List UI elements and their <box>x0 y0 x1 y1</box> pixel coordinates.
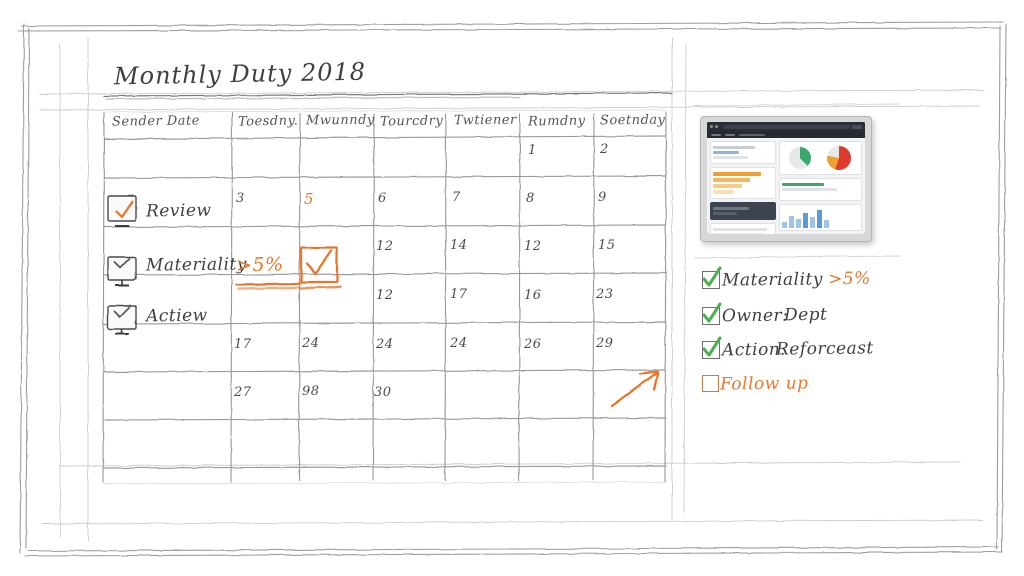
calendar-day-cell[interactable]: 3 <box>236 191 245 206</box>
kpi-card <box>710 141 776 164</box>
browser-titlebar <box>707 122 865 131</box>
page-title: Monthly Duty 2018 <box>113 57 367 91</box>
checklist-label-action: Action: <box>721 339 787 361</box>
calendar-day-cell[interactable]: 8 <box>526 191 535 206</box>
donut-charts <box>779 141 862 175</box>
calendar-corner-header: Sender Date <box>111 113 201 130</box>
checklist-value-materiality: >5% <box>827 268 871 290</box>
browser-menubar <box>707 131 865 138</box>
calendar-day-cell-highlight[interactable]: 5 <box>304 190 315 208</box>
browser-dot-icon <box>715 125 718 128</box>
calendar-day-cell[interactable]: 12 <box>376 288 394 303</box>
row-label-action: Actiew <box>145 305 208 327</box>
check-icon <box>700 302 724 326</box>
calendar-day-cell[interactable]: 17 <box>450 287 468 302</box>
calendar-day-cell[interactable]: 14 <box>450 238 468 253</box>
annotation-threshold: >5% <box>235 253 284 277</box>
donut-chart-red <box>827 146 851 170</box>
legend-panel <box>779 178 862 201</box>
calendar-day-cell[interactable]: 17 <box>234 337 252 352</box>
checklist-checkbox-unchecked[interactable] <box>702 375 719 392</box>
browser-address-bar[interactable] <box>723 125 850 129</box>
dashboard-right-column <box>779 141 862 231</box>
calendar-day-header: Mwunndy <box>305 112 375 129</box>
check-icon <box>700 336 724 360</box>
donut-chart-green <box>789 147 811 169</box>
calendar-day-cell[interactable]: 30 <box>374 385 392 400</box>
dashboard-body <box>707 138 865 234</box>
row-label-review: Review <box>145 200 212 222</box>
check-icon <box>700 266 724 290</box>
bar-chart <box>710 167 776 199</box>
calendar-day-cell[interactable]: 24 <box>450 336 468 351</box>
calendar-day-header: Soetnday <box>599 112 666 129</box>
calendar-day-header: Rumdny <box>527 113 586 130</box>
browser-screen <box>707 122 865 234</box>
calendar-day-cell[interactable]: 6 <box>378 191 387 206</box>
line-chart <box>779 204 862 231</box>
calendar-day-cell[interactable]: 15 <box>598 238 616 253</box>
menu-item-ovr[interactable] <box>725 134 735 136</box>
calendar-day-cell[interactable]: 26 <box>524 337 542 352</box>
calendar-day-cell[interactable]: 12 <box>376 239 394 254</box>
calendar-day-header: Tourcdry <box>379 113 444 130</box>
row-label-materiality: Materiality <box>145 254 248 276</box>
calendar-day-cell[interactable]: 16 <box>524 288 542 303</box>
dashboard-preview[interactable] <box>700 116 872 242</box>
calendar-day-cell[interactable]: 27 <box>234 385 252 400</box>
calendar-day-header: Twtiener <box>453 112 517 129</box>
dark-panel <box>710 202 776 220</box>
calendar-day-cell[interactable]: 2 <box>600 142 609 157</box>
checklist-value-owner: Dept <box>783 304 828 326</box>
calendar-day-cell[interactable]: 24 <box>302 336 320 351</box>
calendar-day-header: Toesdny. <box>237 113 299 130</box>
data-table <box>710 223 776 234</box>
calendar-day-cell[interactable]: 23 <box>596 287 614 302</box>
checklist-label-materiality: Materiality <box>721 269 824 291</box>
calendar-day-cell[interactable]: 9 <box>598 190 607 205</box>
checklist-label-owner: Owner: <box>721 305 789 327</box>
menu-item-dashboard[interactable] <box>739 134 765 136</box>
calendar-day-cell[interactable]: 29 <box>596 336 614 351</box>
calendar-day-cell[interactable]: 1 <box>528 143 537 158</box>
calendar-day-cell[interactable]: 24 <box>376 337 394 352</box>
menu-item-sum[interactable] <box>711 134 721 136</box>
calendar-day-cell[interactable]: 7 <box>452 190 461 205</box>
browser-action-badge[interactable] <box>852 125 862 129</box>
checklist-label-follow-up: Follow up <box>719 373 809 395</box>
checklist-value-action: Reforceast <box>775 338 874 360</box>
calendar-day-cell[interactable]: 98 <box>302 384 320 399</box>
browser-dot-icon <box>710 125 713 128</box>
dashboard-left-column <box>710 141 776 231</box>
calendar-day-cell[interactable]: 12 <box>524 239 542 254</box>
